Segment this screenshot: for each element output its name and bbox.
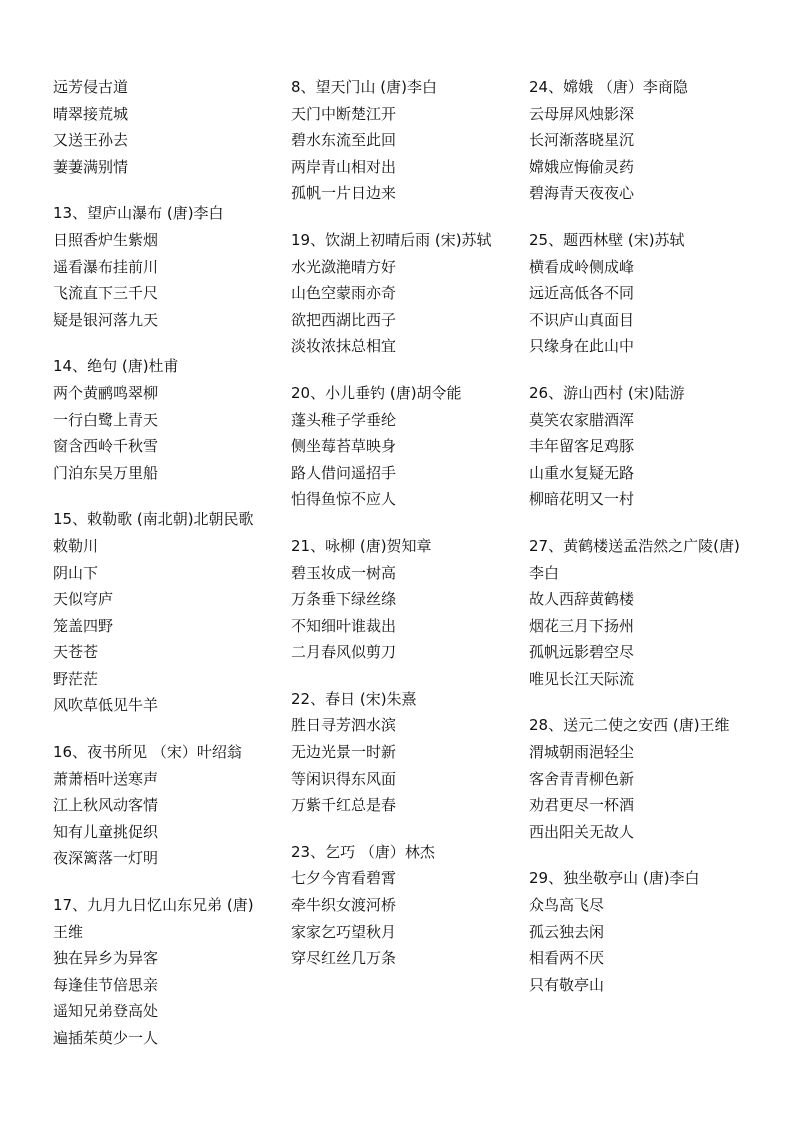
poem-line: 侧坐莓苔草映身 [291, 437, 397, 456]
poem-line: 万条垂下绿丝绦 [291, 590, 397, 609]
poem-line: 风吹草低见牛羊 [53, 696, 159, 715]
poem-line: 孤云独去闲 [529, 922, 605, 941]
poem-line: 敕勒川 [53, 536, 99, 555]
poem-line: 李白 [529, 563, 560, 582]
poem-line: 不知细叶谁裁出 [291, 616, 397, 635]
poem-title: 25、题西林壁 (宋)苏轼 [529, 230, 685, 249]
poem-line: 万紫千红总是春 [291, 796, 397, 815]
poem-line: 遥看瀑布挂前川 [53, 257, 159, 276]
poem-line: 无边光景一时新 [291, 743, 397, 762]
poem-line: 飞流直下三千尺 [53, 284, 159, 303]
poem-block [291, 74, 521, 207]
poem-title: 14、绝句 (唐)杜甫 [53, 357, 179, 376]
poem-block [291, 533, 521, 666]
poem-line: 又送王孙去 [53, 131, 129, 150]
poem-line: 门泊东吴万里船 [53, 463, 159, 482]
poem-block [291, 380, 521, 513]
poem-block [529, 865, 779, 998]
poem-line: 牵牛织女渡河桥 [291, 896, 397, 915]
poem-line: 等闲识得东风面 [291, 769, 397, 788]
poem-line: 云母屏风烛影深 [529, 104, 635, 123]
poem-block [53, 892, 278, 1052]
poem-line: 只有敬亭山 [529, 975, 605, 994]
poem-line: 柳暗花明又一村 [529, 490, 635, 509]
poem-line: 孤帆一片日边来 [291, 184, 397, 203]
poem-block [529, 533, 779, 693]
poem-line: 一行白鹭上青天 [53, 410, 159, 429]
poem-line: 江上秋风动客情 [53, 796, 159, 815]
poem-title: 29、独坐敬亭山 (唐)李白 [529, 869, 700, 888]
poem-block [53, 353, 278, 486]
poem-line: 家家乞巧望秋月 [291, 922, 397, 941]
poem-line: 每逢佳节倍思亲 [53, 975, 159, 994]
poem-line: 窗含西岭千秋雪 [53, 437, 159, 456]
poem-block [529, 712, 779, 845]
poem-title: 28、送元二使之安西 (唐)王维 [529, 716, 730, 735]
poem-line: 山色空蒙雨亦奇 [291, 284, 397, 303]
poem-line: 路人借问遥招手 [291, 463, 397, 482]
poem-title: 16、夜书所见 （宋）叶绍翁 [53, 743, 242, 762]
poem-line: 日照香炉生紫烟 [53, 230, 159, 249]
poem-line: 远近高低各不同 [529, 284, 635, 303]
poem-block [529, 380, 779, 513]
poem-line: 碧水东流至此回 [291, 131, 397, 150]
poem-line: 孤帆远影碧空尽 [529, 643, 635, 662]
poem-line: 故人西辞黄鹤楼 [529, 590, 635, 609]
poem-line: 劝君更尽一杯酒 [529, 796, 635, 815]
poem-line: 疑是银河落九天 [53, 310, 159, 329]
poem-title: 27、黄鹤楼送孟浩然之广陵(唐) [529, 536, 740, 555]
poem-line: 夜深篱落一灯明 [53, 849, 159, 868]
poem-block [53, 506, 278, 719]
poem-line: 遥知兄弟登高处 [53, 1002, 159, 1021]
poem-block [53, 739, 278, 872]
poem-line: 唯见长江天际流 [529, 669, 635, 688]
poem-line: 王维 [53, 922, 84, 941]
poem-block [291, 839, 521, 972]
poem-title: 21、咏柳 (唐)贺知章 [291, 536, 432, 555]
poem-title: 20、小儿垂钓 (唐)胡令能 [291, 383, 462, 402]
poem-line: 西出阳关无故人 [529, 822, 635, 841]
poem-line: 七夕今宵看碧霄 [291, 869, 397, 888]
poem-line: 莫笑农家腊酒浑 [529, 410, 635, 429]
poem-line: 知有儿童挑促织 [53, 822, 159, 841]
poem-line: 萧萧梧叶送寒声 [53, 769, 159, 788]
column-right [529, 74, 779, 1018]
poem-line: 丰年留客足鸡豚 [529, 437, 635, 456]
poem-line: 蓬头稚子学垂纶 [291, 410, 397, 429]
column-left [53, 74, 278, 1072]
poem-line: 渭城朝雨浥轻尘 [529, 743, 635, 762]
poem-line: 相看两不厌 [529, 949, 605, 968]
poem-title: 15、敕勒歌 (南北朝)北朝民歌 [53, 510, 254, 529]
poem-block [529, 227, 779, 360]
poem-line: 嫦娥应悔偷灵药 [529, 157, 635, 176]
poem-line: 水光潋滟晴方好 [291, 257, 397, 276]
poem-line: 客舍青青柳色新 [529, 769, 635, 788]
poem-line: 两个黄鹂鸣翠柳 [53, 383, 159, 402]
poem-title: 19、饮湖上初晴后雨 (宋)苏轼 [291, 230, 492, 249]
poem-line: 山重水复疑无路 [529, 463, 635, 482]
poem-line: 独在异乡为异客 [53, 949, 159, 968]
poem-block [291, 686, 521, 819]
poem-title: 22、春日 (宋)朱熹 [291, 689, 417, 708]
poem-line: 碧海青天夜夜心 [529, 184, 635, 203]
poem-line: 萋萋满别情 [53, 157, 129, 176]
poem-line: 长河渐落晓星沉 [529, 131, 635, 150]
poem-line: 淡妆浓抹总相宜 [291, 337, 397, 356]
poem-title: 24、嫦娥 （唐）李商隐 [529, 78, 688, 96]
poem-line: 横看成岭侧成峰 [529, 257, 635, 276]
poem-title: 23、乞巧 （唐）林杰 [291, 842, 435, 861]
poem-line: 众鸟高飞尽 [529, 896, 605, 915]
poem-block [53, 74, 278, 180]
poem-line: 怕得鱼惊不应人 [291, 490, 397, 509]
column-middle [291, 74, 521, 992]
poem-line: 远芳侵古道 [53, 78, 129, 96]
poem-line: 天门中断楚江开 [291, 104, 397, 123]
poem-line: 穿尽红丝几万条 [291, 949, 397, 968]
poem-title: 26、游山西村 (宋)陆游 [529, 383, 685, 402]
poem-line: 晴翠接荒城 [53, 104, 129, 123]
poem-line: 二月春风似剪刀 [291, 643, 397, 662]
poem-line: 笼盖四野 [53, 616, 114, 635]
poem-block [291, 227, 521, 360]
poem-title: 8、望天门山 (唐)李白 [291, 78, 438, 96]
poem-line: 遍插茱萸少一人 [53, 1029, 159, 1047]
poem-line: 欲把西湖比西子 [291, 310, 397, 329]
poem-line: 野茫茫 [53, 669, 99, 688]
poem-block [529, 74, 779, 207]
poem-line: 天似穹庐 [53, 590, 114, 609]
poem-line: 碧玉妆成一树高 [291, 563, 397, 582]
poem-line: 烟花三月下扬州 [529, 616, 635, 635]
poem-line: 胜日寻芳泗水滨 [291, 716, 397, 735]
poem-line: 不识庐山真面目 [529, 310, 635, 329]
poem-line: 阴山下 [53, 563, 99, 582]
poem-title: 17、九月九日忆山东兄弟 (唐) [53, 896, 254, 915]
poem-line: 两岸青山相对出 [291, 157, 397, 176]
poem-line: 天苍苍 [53, 643, 99, 662]
poem-line: 只缘身在此山中 [529, 337, 635, 356]
poem-title: 13、望庐山瀑布 (唐)李白 [53, 204, 224, 223]
poem-block [53, 200, 278, 333]
